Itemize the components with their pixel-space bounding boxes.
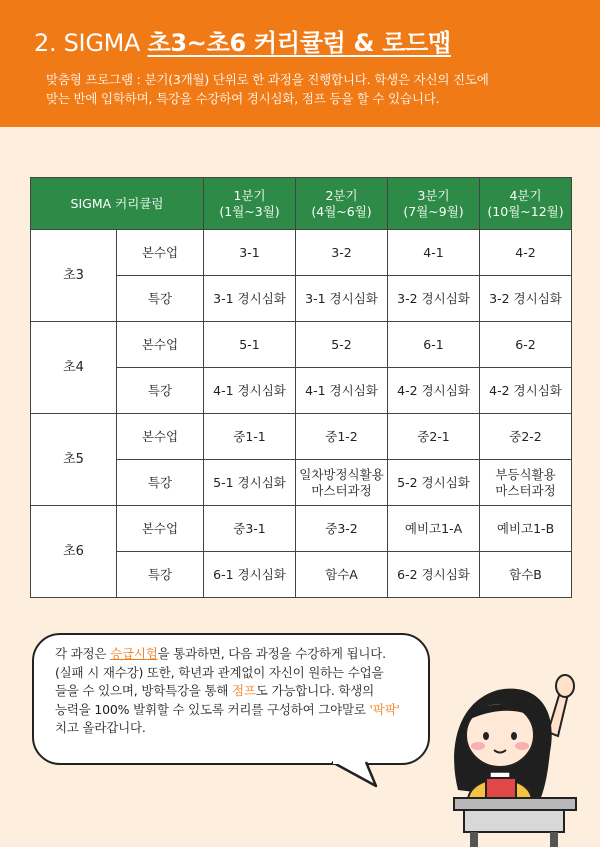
grade-label: 초6 bbox=[31, 506, 117, 598]
table-cell: 5-1 경시심화 bbox=[204, 460, 296, 506]
student-illustration bbox=[428, 640, 600, 847]
speech-bubble-tail bbox=[330, 760, 390, 790]
intro-text bbox=[46, 70, 566, 108]
table-cell: 4-2 bbox=[480, 230, 572, 276]
title-prefix: 2. SIGMA bbox=[34, 29, 148, 57]
quarter-header: 3분기 (7월~9월) bbox=[388, 178, 480, 230]
intro-line: 맞는 반에 입학하며, 특강을 수강하여 경시심화, 점프 등을 할 수 있습니다. bbox=[46, 91, 440, 106]
table-cell: 예비고1-A bbox=[388, 506, 480, 552]
row-type-label: 본수업 bbox=[117, 322, 204, 368]
table-header-row bbox=[31, 178, 572, 230]
title-highlight: 초3~초6 커리큘럼 & 로드맵 bbox=[147, 29, 451, 57]
table-row bbox=[31, 230, 572, 276]
table-cell: 중2-2 bbox=[480, 414, 572, 460]
table-cell: 3-2 경시심화 bbox=[480, 276, 572, 322]
table-cell: 예비고1-B bbox=[480, 506, 572, 552]
table-cell: 5-2 bbox=[296, 322, 388, 368]
table-cell: 6-1 bbox=[388, 322, 480, 368]
table-cell: 3-2 bbox=[296, 230, 388, 276]
grade-label: 초4 bbox=[31, 322, 117, 414]
curriculum-table bbox=[30, 177, 572, 598]
table-cell: 6-2 bbox=[480, 322, 572, 368]
table-cell: 중3-2 bbox=[296, 506, 388, 552]
table-cell: 중3-1 bbox=[204, 506, 296, 552]
row-type-label: 특강 bbox=[117, 368, 204, 414]
table-row bbox=[31, 414, 572, 460]
fast-highlight: '팍팍' bbox=[369, 701, 400, 717]
row-type-label: 본수업 bbox=[117, 230, 204, 276]
table-corner-label: SIGMA 커리큘럼 bbox=[31, 178, 204, 230]
table-cell: 4-1 bbox=[388, 230, 480, 276]
table-cell: 함수B bbox=[480, 552, 572, 598]
quarter-header: 1분기 (1월~3월) bbox=[204, 178, 296, 230]
table-cell: 함수A bbox=[296, 552, 388, 598]
row-type-label: 본수업 bbox=[117, 506, 204, 552]
table-cell: 일차방정식활용 마스터과정 bbox=[296, 460, 388, 506]
bubble-text: 각 과정은 승급시험을 통과하면, 다음 과정을 수강하게 됩니다. (실패 시 재수강) 또한, 학년과 관계없이 자신이 원하는 수업을 들을 수 있으며, 방학특강을 통해 점프도 가능합니다. 학생의 능력을 100% 발휘할 수 있도록 커리를 구성하여 그야말로 '팍팍' 치고 올라갑니다. bbox=[55, 646, 400, 735]
table-cell: 3-1 bbox=[204, 230, 296, 276]
table-cell: 5-2 경시심화 bbox=[388, 460, 480, 506]
table-cell: 중1-2 bbox=[296, 414, 388, 460]
row-type-label: 특강 bbox=[117, 460, 204, 506]
table-cell: 4-2 경시심화 bbox=[388, 368, 480, 414]
table-cell: 3-1 경시심화 bbox=[296, 276, 388, 322]
table-cell: 4-1 경시심화 bbox=[296, 368, 388, 414]
row-type-label: 특강 bbox=[117, 552, 204, 598]
table-cell: 3-2 경시심화 bbox=[388, 276, 480, 322]
row-type-label: 본수업 bbox=[117, 414, 204, 460]
table-cell: 6-2 경시심화 bbox=[388, 552, 480, 598]
table-cell: 4-2 경시심화 bbox=[480, 368, 572, 414]
row-type-label: 특강 bbox=[117, 276, 204, 322]
table-cell: 5-1 bbox=[204, 322, 296, 368]
intro-line: 맞춤형 프로그램 : 분기(3개월) 단위로 한 과정을 진행합니다. 학생은 자신의 진도에 bbox=[46, 72, 489, 87]
page-title bbox=[34, 26, 451, 60]
table-cell: 중2-1 bbox=[388, 414, 480, 460]
table-cell: 부등식활용 마스터과정 bbox=[480, 460, 572, 506]
grade-label: 초3 bbox=[31, 230, 117, 322]
promotion-exam-highlight: 승급시험 bbox=[110, 646, 158, 661]
table-row bbox=[31, 322, 572, 368]
table-cell: 중1-1 bbox=[204, 414, 296, 460]
quarter-header: 2분기 (4월~6월) bbox=[296, 178, 388, 230]
header-banner bbox=[0, 0, 600, 127]
jump-highlight: 점프 bbox=[232, 683, 256, 698]
quarter-header: 4분기 (10월~12월) bbox=[480, 178, 572, 230]
table-row bbox=[31, 506, 572, 552]
grade-label: 초5 bbox=[31, 414, 117, 506]
table-cell: 3-1 경시심화 bbox=[204, 276, 296, 322]
table-cell: 6-1 경시심화 bbox=[204, 552, 296, 598]
table-cell: 4-1 경시심화 bbox=[204, 368, 296, 414]
